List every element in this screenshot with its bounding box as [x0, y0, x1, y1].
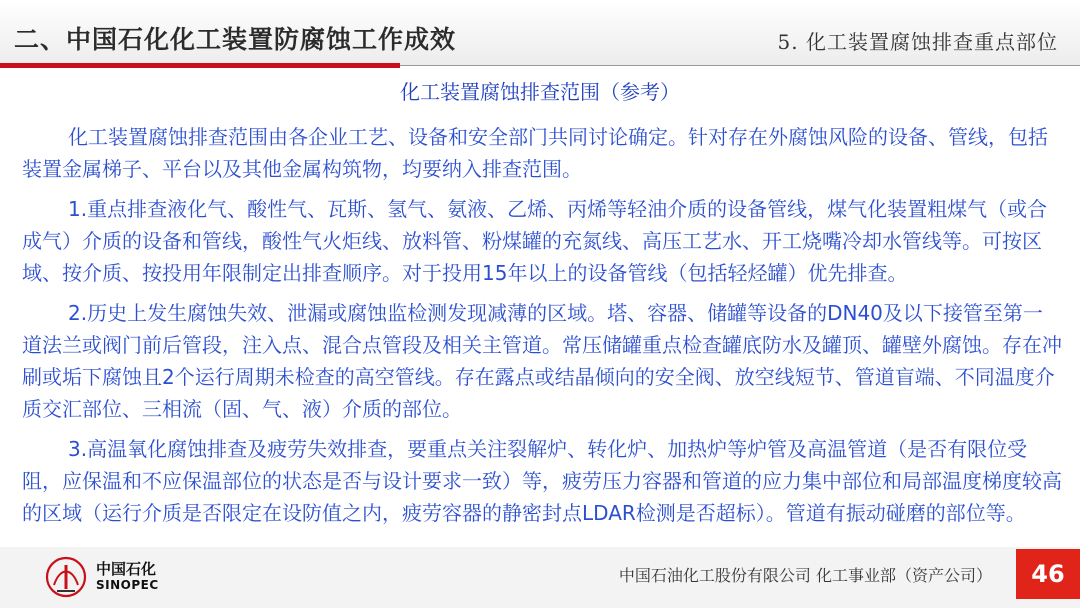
- logo-text-en: SINOPEC: [96, 578, 159, 592]
- page-title: 二、中国石化化工装置防腐蚀工作成效: [14, 25, 457, 54]
- item-paragraph-2: 2.历史上发生腐蚀失效、泄漏或腐蚀监检测发现减薄的区域。塔、容器、储罐等设备的DN40及以下接管至第一道法兰或阀门前后管段，注入点、混合点管段及相关主管道。常压储罐重点检查罐底防水及罐顶、罐壁外腐蚀。存在冲刷或垢下腐蚀且2个运行周期未检查的高空管线。存在露点或结晶倾向的安全阀、放空线短节、管道盲端、不同温度介质交汇部位、三相流（固、气、液）介质的部位。: [22, 301, 1062, 421]
- logo-text-cn: 中国石化: [96, 560, 157, 578]
- header-bar: [0, 0, 1080, 66]
- company-name: 中国石油化工股份有限公司 化工事业部（资产公司）: [618, 566, 992, 585]
- item-paragraph-3: 3.高温氧化腐蚀排查及疲劳失效排查，要重点关注裂解炉、转化炉、加热炉等炉管及高温管道（是否有限位受阻，应保温和不应保温部位的状态是否与设计要求一致）等，疲劳压力容器和管道的应力集中部位和局部温度梯度较高的区域（运行介质是否限定在设防值之内，疲劳容器的静密封点LDAR检测是否超标）。管道有振动碰磨的部位等。: [22, 437, 1062, 525]
- section-title: 5. 化工装置腐蚀排查重点部位: [777, 30, 1058, 54]
- content-body: [22, 121, 1062, 537]
- page-number-badge: 46: [1016, 549, 1080, 599]
- slide-subtitle: 化工装置腐蚀排查范围（参考）: [400, 80, 680, 104]
- item-paragraph-1: 1.重点排查液化气、酸性气、瓦斯、氢气、氨液、乙烯、丙烯等轻油介质的设备管线，煤气化装置粗煤气（或合成气）介质的设备和管线，酸性气火炬线、放料管、粉煤罐的充氮线、高压工艺水、开工烧嘴冷却水管线等。可按区域、按介质、按投用年限制定出排查顺序。对于投用15年以上的设备管线（包括轻烃罐）优先排查。: [22, 197, 1048, 285]
- intro-paragraph: 化工装置腐蚀排查范围由各企业工艺、设备和安全部门共同讨论确定。针对存在外腐蚀风险的设备、管线，包括装置金属梯子、平台以及其他金属构筑物，均要纳入排查范围。: [22, 125, 1048, 181]
- sinopec-logo-icon: [44, 555, 88, 599]
- header-accent-line: [0, 63, 400, 68]
- header-divider-line: [400, 65, 1080, 66]
